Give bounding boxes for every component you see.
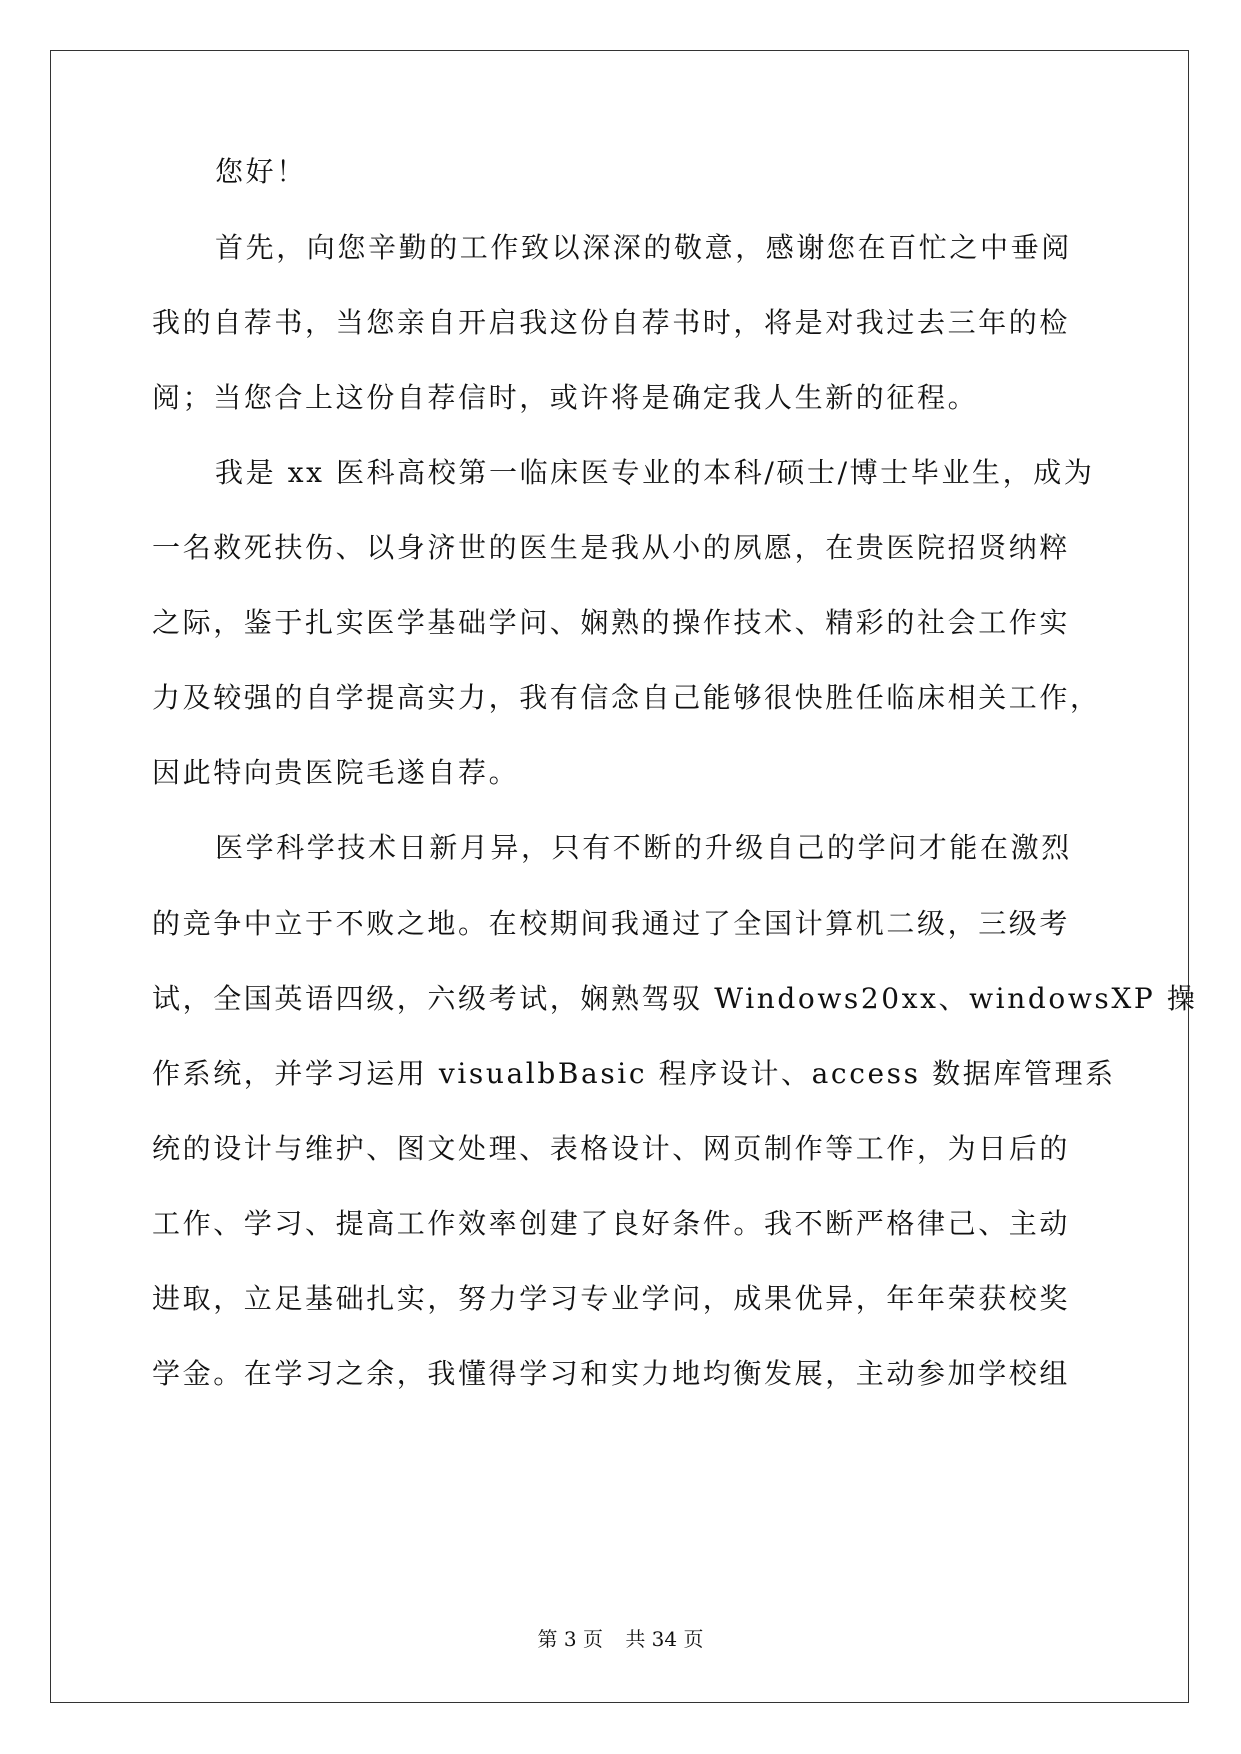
text-line: 我的自荐书，当您亲自开启我这份自荐书时，将是对我过去三年的检 bbox=[152, 306, 1071, 339]
text-line: 统的设计与维护、图文处理、表格设计、网页制作等工作，为日后的 bbox=[152, 1132, 1071, 1165]
text-line: 进取，立足基础扎实，努力学习专业学问，成果优异，年年荣获校奖 bbox=[152, 1282, 1071, 1315]
page-number: 第 3 页 bbox=[537, 1627, 603, 1651]
text-line: 的竞争中立于不败之地。在校期间我通过了全国计算机二级，三级考 bbox=[152, 907, 1071, 940]
page-total: 共 34 页 bbox=[625, 1627, 704, 1651]
page-footer bbox=[0, 1627, 1241, 1651]
text-line: 因此特向贵医院毛遂自荐。 bbox=[152, 756, 520, 789]
text-line: 之际，鉴于扎实医学基础学问、娴熟的操作技术、精彩的社会工作实 bbox=[152, 606, 1071, 639]
text-line: 一名救死扶伤、以身济世的医生是我从小的夙愿，在贵医院招贤纳粹 bbox=[152, 531, 1071, 564]
text-line: 力及较强的自学提高实力，我有信念自己能够很快胜任临床相关工作， bbox=[152, 681, 1101, 714]
text-line: 首先，向您辛勤的工作致以深深的敬意，感谢您在百忙之中垂阅 bbox=[215, 231, 1072, 264]
text-line: 试，全国英语四级，六级考试，娴熟驾驭 Windows20xx、windowsXP 操 bbox=[152, 982, 1198, 1015]
text-line: 作系统，并学习运用 visualbBasic 程序设计、access 数据库管理系 bbox=[152, 1057, 1116, 1090]
greeting-line: 您好！ bbox=[215, 155, 307, 188]
text-line: 工作、学习、提高工作效率创建了良好条件。我不断严格律己、主动 bbox=[152, 1207, 1071, 1240]
text-line: 学金。在学习之余，我懂得学习和实力地均衡发展，主动参加学校组 bbox=[152, 1357, 1071, 1390]
text-line: 阅；当您合上这份自荐信时，或许将是确定我人生新的征程。 bbox=[152, 381, 979, 414]
page-border bbox=[50, 50, 1189, 1703]
text-line: 医学科学技术日新月异，只有不断的升级自己的学问才能在激烈 bbox=[215, 831, 1072, 864]
text-line: 我是 xx 医科高校第一临床医专业的本科/硕士/博士毕业生，成为 bbox=[215, 456, 1095, 489]
